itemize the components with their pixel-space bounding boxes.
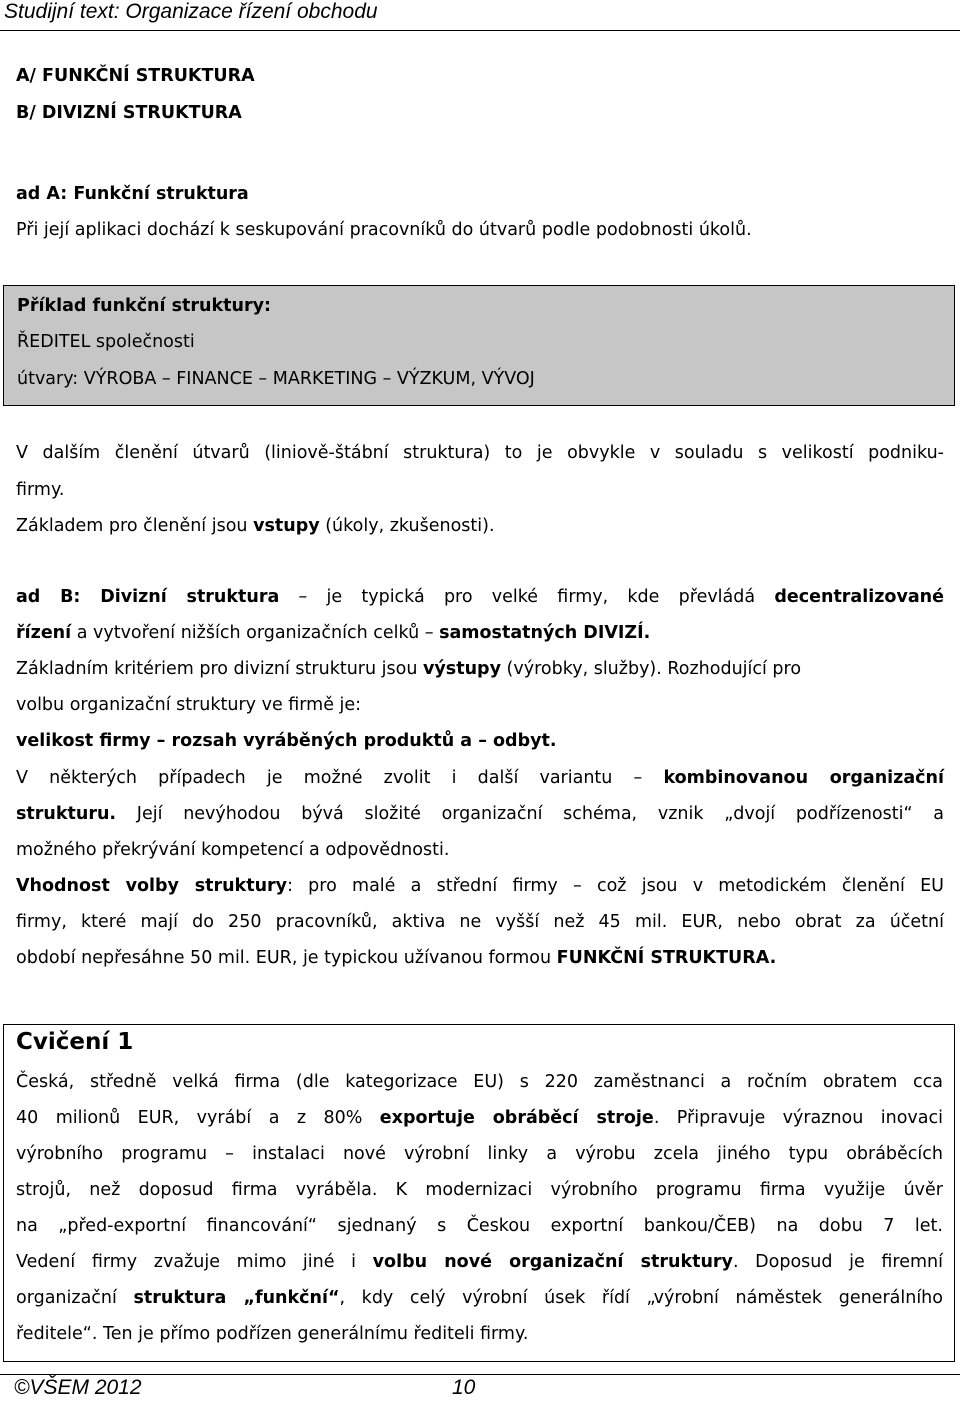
para2-line7: strukturu. Její nevýhodou bývá složité organizační schéma, vznik „dvojí podřízenosti“ a: [16, 804, 944, 824]
para1-line3: Základem pro členění jsou vstupy (úkoly, zkušenosti).: [16, 516, 495, 536]
para1-line1: V dalším členění útvarů (liniově-štábní struktura) to je obvykle v souladu s velikostí podniku-: [16, 443, 944, 463]
example-box: [3, 285, 955, 406]
para2-line9: Vhodnost volby struktury: pro malé a střední firmy – což jsou v metodickém členění EU: [16, 876, 944, 896]
exercise-title: Cvičení 1: [16, 1029, 134, 1055]
exercise-line3: výrobního programu – instalaci nové výrobní linky a výrobu zcela jiného typu obráběcích: [16, 1144, 943, 1164]
exercise-line1: Česká, středně velká firma (dle kategorizace EU) s 220 zaměstnanci a ročním obratem cca: [16, 1072, 943, 1092]
heading-ad-a: ad A: Funkční struktura: [16, 184, 249, 204]
header-title: Studijní text: Organizace řízení obchodu: [4, 0, 378, 23]
para2-line4: volbu organizační struktury ve firmě je:: [16, 695, 362, 715]
para2-line2: řízení a vytvoření nižších organizačních celků – samostatných DIVIZÍ.: [16, 623, 651, 643]
exercise-box: [3, 1024, 955, 1362]
example-box-title: Příklad funkční struktury:: [17, 296, 271, 316]
heading-functional: A/ FUNKČNÍ STRUKTURA: [16, 66, 255, 86]
heading-divisional: B/ DIVIZNÍ STRUKTURA: [16, 103, 242, 123]
footer-copyright: ©VŠEM 2012: [14, 1376, 142, 1399]
para2-line1: ad B: Divizní struktura – je typická pro velké firmy, kde převládá decentralizované: [16, 587, 944, 607]
para2-line8: možného překrývání kompetencí a odpovědnosti.: [16, 840, 450, 860]
footer-page-number: 10: [452, 1376, 476, 1399]
example-box-line1: ŘEDITEL společnosti: [17, 332, 195, 352]
exercise-line4: strojů, než doposud firma vyráběla. K modernizaci výrobního programu firma využije úvěr: [16, 1180, 943, 1200]
exercise-line8: ředitele“. Ten je přímo podřízen generálnímu řediteli firmy.: [16, 1324, 529, 1344]
exercise-line2: 40 milionů EUR, vyrábí a z 80% exportuje obráběcí stroje. Připravuje výraznou inovaci: [16, 1108, 943, 1128]
exercise-line5: na „před-exportní financování“ sjednaný s Českou exportní bankou/ČEB) na dobu 7 let.: [16, 1216, 943, 1236]
exercise-line6: Vedení firmy zvažuje mimo jiné i volbu nové organizační struktury. Doposud je firemní: [16, 1252, 943, 1272]
para2-line10: firmy, které mají do 250 pracovníků, aktiva ne vyšší než 45 mil. EUR, nebo obrat za účetní: [16, 912, 944, 932]
para2-line6: V některých případech je možné zvolit i další variantu – kombinovanou organizační: [16, 768, 944, 788]
para1-line2: firmy.: [16, 480, 65, 500]
exercise-line7: organizační struktura „funkční“, kdy celý výrobní úsek řídí „výrobní náměstek generálního: [16, 1288, 943, 1308]
para2-line11: období nepřesáhne 50 mil. EUR, je typickou užívanou formou FUNKČNÍ STRUKTURA.: [16, 948, 777, 968]
footer-rule: [0, 1374, 960, 1375]
para2-line3: Základním kritériem pro divizní strukturu jsou výstupy (výrobky, služby). Rozhodující pro: [16, 659, 802, 679]
page-header: [0, 0, 960, 31]
para2-line5: velikost firmy – rozsah vyráběných produktů a – odbyt.: [16, 731, 557, 751]
example-box-line2: útvary: VÝROBA – FINANCE – MARKETING – VÝZKUM, VÝVOJ: [17, 369, 535, 389]
intro-text: Při její aplikaci dochází k seskupování pracovníků do útvarů podle podobnosti úkolů.: [16, 220, 752, 240]
